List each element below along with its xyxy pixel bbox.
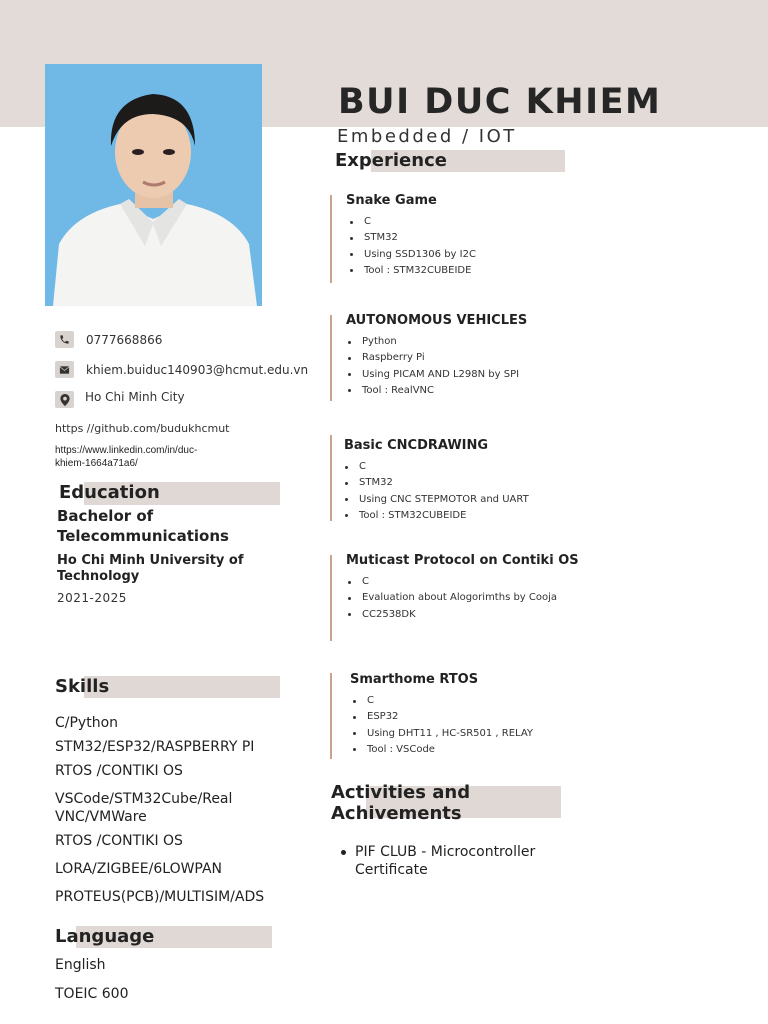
language-heading: Language xyxy=(55,926,155,947)
skill-item: RTOS /CONTIKI OS xyxy=(55,763,183,779)
project-bullet: CC2538DK xyxy=(345,607,557,623)
candidate-name: BUI DUC KHIEM xyxy=(338,82,662,122)
project-title: AUTONOMOUS VEHICLES xyxy=(346,313,528,328)
phone-icon xyxy=(55,331,74,348)
skill-item: VSCode/STM32Cube/Real VNC/VMWare xyxy=(55,791,233,825)
project-bullet: Python xyxy=(345,334,519,350)
timeline-line xyxy=(330,673,332,759)
project-bullet: Tool : STM32CUBEIDE xyxy=(342,508,529,524)
timeline-line xyxy=(330,315,332,401)
study-years: 2021-2025 xyxy=(57,591,127,605)
project-title: Basic CNCDRAWING xyxy=(344,438,489,453)
email-address[interactable]: khiem.buiduc140903@hcmut.edu.vn xyxy=(86,363,309,377)
school: Ho Chi Minh University of Technology xyxy=(57,553,244,584)
activities-heading: Activities and Achivements xyxy=(331,782,471,824)
project-bullet: Using DHT11 , HC-SR501 , RELAY xyxy=(350,726,533,742)
linkedin-link[interactable]: https://www.linkedin.com/in/duc-khiem-1664a71a6/ xyxy=(55,445,198,469)
project-title: Smarthome RTOS xyxy=(350,672,479,687)
project-title: Snake Game xyxy=(346,193,437,208)
skill-item: PROTEUS(PCB)/MULTISIM/ADS xyxy=(55,889,265,905)
project-bullet: C xyxy=(350,693,533,709)
phone-number[interactable]: 0777668866 xyxy=(86,333,163,347)
activity-item: PIF CLUB - Microcontroller Certificate xyxy=(339,843,549,879)
project-bullet: ESP32 xyxy=(350,709,533,725)
skills-heading-bar xyxy=(84,676,280,698)
project-bullet: Evaluation about Alogorimths by Cooja xyxy=(345,590,557,606)
timeline-line xyxy=(330,435,332,521)
project-bullet: C xyxy=(345,574,557,590)
skills-heading: Skills xyxy=(55,676,110,697)
project-bullet: Using SSD1306 by I2C xyxy=(347,247,476,263)
project-bullet: Raspberry Pi xyxy=(345,350,519,366)
project-bullet: Using CNC STEPMOTOR and UART xyxy=(342,492,529,508)
project-bullets xyxy=(345,334,519,399)
location: Ho Chi Minh City xyxy=(85,390,185,404)
project-bullets xyxy=(345,574,557,623)
project-bullet: Tool : STM32CUBEIDE xyxy=(347,263,476,279)
profile-photo xyxy=(45,64,262,306)
language-item: TOEIC 600 xyxy=(55,986,129,1002)
skill-item: STM32/ESP32/RASPBERRY PI xyxy=(55,739,255,755)
project-bullet: Tool : RealVNC xyxy=(345,383,519,399)
project-bullets xyxy=(347,214,476,279)
project-bullet: STM32 xyxy=(342,475,529,491)
skill-item: RTOS /CONTIKI OS xyxy=(55,833,183,849)
project-bullets xyxy=(342,459,529,524)
candidate-role: Embedded / IOT xyxy=(337,126,517,147)
activities-list xyxy=(339,843,549,879)
experience-heading: Experience xyxy=(335,150,447,171)
timeline-line xyxy=(330,555,332,641)
project-bullet: C xyxy=(342,459,529,475)
github-link[interactable]: https //github.com/budukhcmut xyxy=(55,422,230,435)
project-bullet: Tool : VSCode xyxy=(350,742,533,758)
project-title: Muticast Protocol on Contiki OS xyxy=(346,553,579,568)
skill-item: LORA/ZIGBEE/6LOWPAN xyxy=(55,861,223,877)
skill-item: C/Python xyxy=(55,715,119,731)
envelope-icon xyxy=(55,361,74,378)
project-bullet: C xyxy=(347,214,476,230)
project-bullet: STM32 xyxy=(347,230,476,246)
timeline-line xyxy=(330,195,332,283)
project-bullet: Using PICAM AND L298N by SPI xyxy=(345,367,519,383)
education-heading: Education xyxy=(59,482,160,503)
project-bullets xyxy=(350,693,533,758)
map-pin-icon xyxy=(55,391,74,408)
language-item: English xyxy=(55,957,106,973)
degree: Bachelor of Telecommunications xyxy=(57,507,229,545)
